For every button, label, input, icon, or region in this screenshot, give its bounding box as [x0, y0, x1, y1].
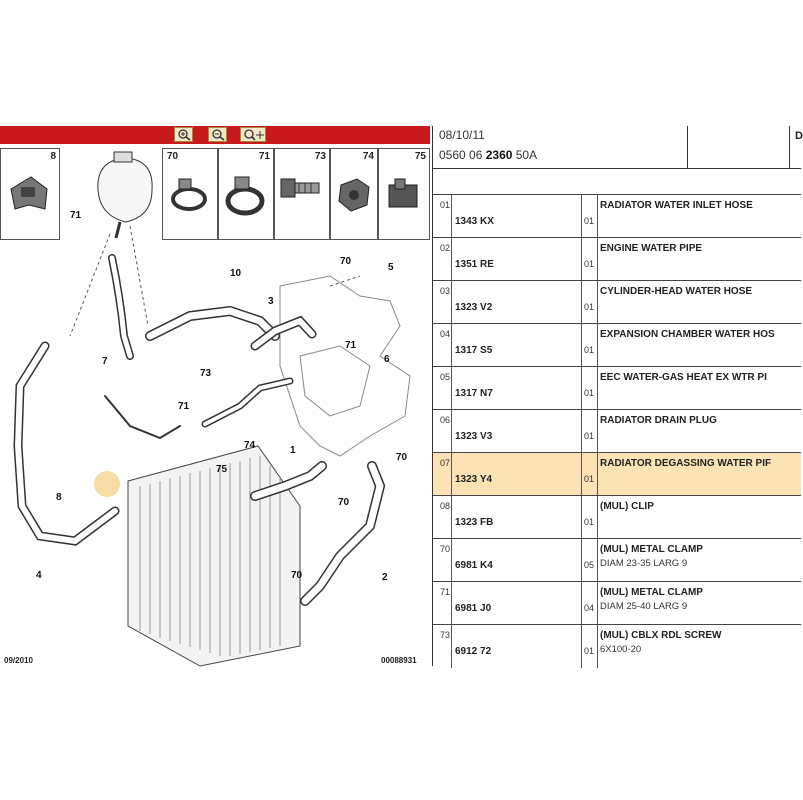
header-divider	[687, 126, 688, 168]
part-index: 01	[440, 200, 451, 210]
column-divider	[451, 625, 452, 668]
callout-7[interactable]: 7	[102, 356, 108, 367]
column-divider	[597, 195, 598, 238]
part-quantity: 01	[584, 216, 595, 226]
column-divider	[581, 238, 582, 281]
part-description: RADIATOR DRAIN PLUG	[600, 415, 717, 426]
part-quantity: 01	[584, 388, 595, 398]
part-spec: DIAM 25-40 LARG 9	[600, 601, 688, 612]
part-code: 1317 S5	[455, 345, 493, 356]
part-index: 04	[440, 329, 451, 339]
thumb-number: 8	[50, 151, 56, 162]
radiator	[128, 446, 300, 666]
part-index: 71	[440, 587, 451, 597]
column-divider	[597, 539, 598, 582]
table-row[interactable]	[433, 452, 801, 495]
catalog-reference	[439, 148, 537, 162]
column-divider	[451, 367, 452, 410]
part-description: (MUL) METAL CLAMP	[600, 587, 703, 598]
column-divider	[451, 324, 452, 367]
part-code: 1323 V3	[455, 431, 493, 442]
column-divider	[581, 539, 582, 582]
part-index: 70	[440, 544, 451, 554]
part-description: RADIATOR DEGASSING WATER PIF	[600, 458, 772, 469]
column-divider	[597, 367, 598, 410]
column-divider	[451, 195, 452, 238]
column-divider	[581, 582, 582, 625]
thumb-number: 73	[314, 151, 326, 162]
part-quantity: 01	[584, 431, 595, 441]
column-divider	[451, 453, 452, 496]
column-divider	[581, 453, 582, 496]
column-divider	[451, 410, 452, 453]
part-quantity: 05	[584, 560, 595, 570]
part-description: RADIATOR WATER INLET HOSE	[600, 200, 753, 211]
column-divider	[581, 281, 582, 324]
part-quantity: 01	[584, 517, 595, 527]
column-divider	[451, 496, 452, 539]
part-code: 1317 N7	[455, 388, 493, 399]
callout-1[interactable]: 1	[290, 445, 296, 456]
table-row[interactable]	[433, 323, 801, 366]
part-index: 02	[440, 243, 451, 253]
part-code: 6981 K4	[455, 560, 493, 571]
callout-70[interactable]: 70	[338, 497, 350, 508]
catalog-ref-suffix: 50A	[512, 148, 538, 162]
column-divider	[597, 324, 598, 367]
column-divider	[597, 281, 598, 324]
engine-housing	[280, 276, 410, 456]
table-row[interactable]	[433, 237, 801, 280]
callout-70[interactable]: 70	[291, 570, 303, 581]
column-divider	[581, 367, 582, 410]
table-row[interactable]	[433, 409, 801, 452]
part-quantity: 01	[584, 646, 595, 656]
part-index: 06	[440, 415, 451, 425]
part-code: 6981 J0	[455, 603, 492, 614]
callout-70[interactable]: 70	[396, 452, 408, 463]
callout-8[interactable]: 8	[56, 492, 62, 503]
diagram-reference: 00088931	[381, 656, 417, 665]
column-divider	[597, 582, 598, 625]
thumb-number: 74	[362, 151, 374, 162]
table-row[interactable]	[433, 581, 801, 624]
part-code: 1323 FB	[455, 517, 494, 528]
part-index: 07	[440, 458, 451, 468]
part-quantity: 01	[584, 345, 595, 355]
part-quantity: 01	[584, 474, 595, 484]
callout-10[interactable]: 10	[230, 268, 242, 279]
column-divider	[451, 281, 452, 324]
catalog-ref-prefix: 0560 06	[439, 148, 486, 162]
thumb-number: 70	[167, 151, 179, 162]
callout-4[interactable]: 4	[36, 570, 42, 581]
part-index: 05	[440, 372, 451, 382]
part-index: 08	[440, 501, 451, 511]
part-code: 1323 V2	[455, 302, 493, 313]
part-index: 03	[440, 286, 451, 296]
part-quantity: 01	[584, 302, 595, 312]
column-divider	[451, 539, 452, 582]
catalog-ref-bold: 2360	[485, 148, 513, 162]
column-divider	[451, 582, 452, 625]
catalog-date: 08/10/11	[439, 128, 485, 142]
table-row[interactable]	[433, 538, 801, 581]
diagram-date: 09/2010	[4, 656, 33, 665]
part-code: 1343 KX	[455, 216, 494, 227]
callout-71[interactable]: 71	[70, 210, 82, 221]
callout-2[interactable]: 2	[382, 572, 388, 583]
callout-71[interactable]: 71	[345, 340, 357, 351]
header-rule	[433, 168, 801, 169]
column-divider	[581, 195, 582, 238]
part-spec: 6X100-20	[600, 644, 642, 655]
header-divider	[789, 126, 790, 168]
table-row[interactable]	[433, 495, 801, 538]
part-description: ENGINE WATER PIPE	[600, 243, 703, 254]
table-row[interactable]	[433, 624, 801, 667]
table-row[interactable]	[433, 194, 801, 237]
thumb-number: 75	[414, 151, 426, 162]
callout-75[interactable]: 75	[216, 464, 228, 475]
callout-71[interactable]: 71	[178, 401, 190, 412]
part-code: 6912 72	[455, 646, 492, 657]
callout-73[interactable]: 73	[200, 368, 212, 379]
column-divider	[451, 238, 452, 281]
table-row[interactable]	[433, 366, 801, 409]
part-description: (MUL) METAL CLAMP	[600, 544, 703, 555]
part-description: (MUL) CBLX RDL SCREW	[600, 630, 722, 641]
part-code: 1323 Y4	[455, 474, 493, 485]
column-divider	[597, 625, 598, 668]
column-divider	[581, 324, 582, 367]
part-description: CYLINDER-HEAD WATER HOSE	[600, 286, 753, 297]
part-description: EXPANSION CHAMBER WATER HOS	[600, 329, 775, 340]
callout-74[interactable]: 74	[244, 440, 256, 451]
callout-5[interactable]: 5	[388, 262, 394, 273]
callout-3[interactable]: 3	[268, 296, 274, 307]
column-divider	[597, 453, 598, 496]
part-quantity: 04	[584, 603, 595, 613]
thumb-number: 71	[258, 151, 270, 162]
part-spec: DIAM 23-35 LARG 9	[600, 558, 688, 569]
column-header-letter: D	[795, 130, 803, 142]
diagram-panel	[0, 126, 430, 666]
column-divider	[581, 625, 582, 668]
column-divider	[581, 496, 582, 539]
column-divider	[597, 238, 598, 281]
callout-70[interactable]: 70	[340, 256, 352, 267]
callout-6[interactable]: 6	[384, 354, 390, 365]
part-description: EEC WATER-GAS HEAT EX WTR PI	[600, 372, 767, 383]
parts-panel	[432, 126, 801, 666]
exploded-diagram	[0, 126, 430, 666]
selected-part-highlight	[94, 471, 120, 497]
column-divider	[581, 410, 582, 453]
column-divider	[597, 410, 598, 453]
table-row[interactable]	[433, 280, 801, 323]
part-description: (MUL) CLIP	[600, 501, 654, 512]
part-code: 1351 RE	[455, 259, 494, 270]
part-quantity: 01	[584, 259, 595, 269]
column-divider	[597, 496, 598, 539]
part-index: 73	[440, 630, 451, 640]
